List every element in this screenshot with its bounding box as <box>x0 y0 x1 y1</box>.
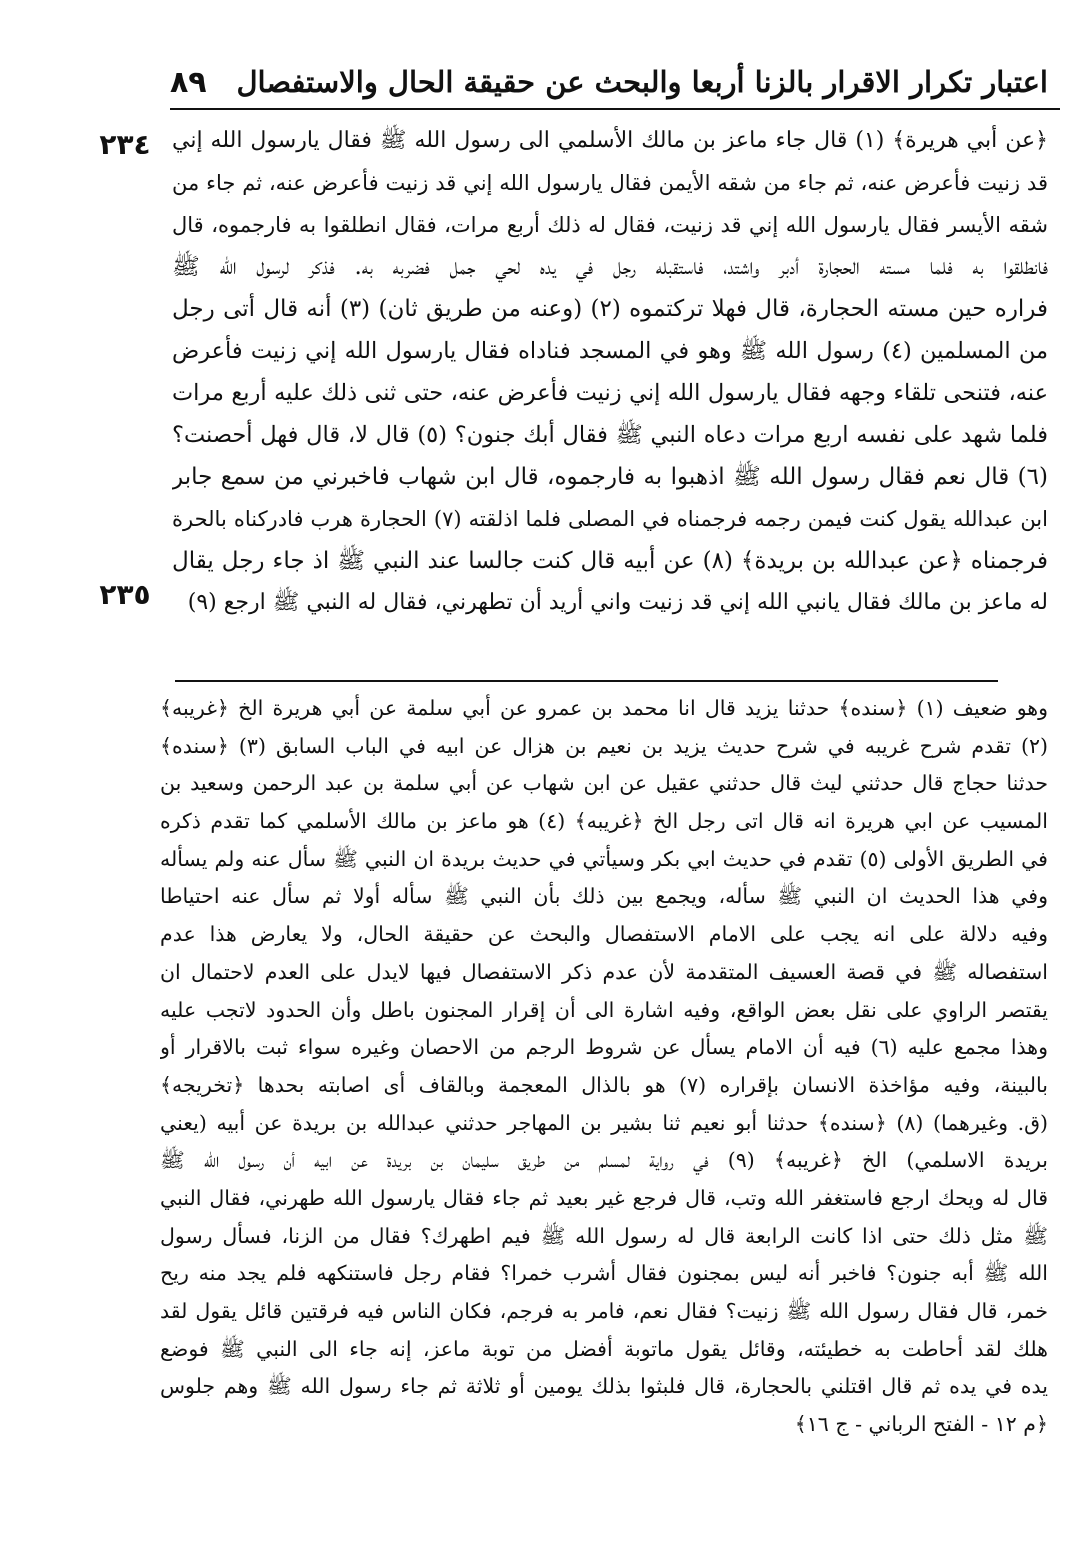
main-text-line: من المسلمين (٤) رسول الله ﷺ وهو في المسجد فناداه فقال يارسول الله إني زنيت فأعرض <box>172 338 1048 364</box>
main-text-line: ﴿عن أبي هريرة﴾ (١) قال جاء ماعز بن مالك الأسلمي الى رسول الله ﷺ فقال يارسول الله إني <box>172 128 1048 153</box>
main-text-line: ابن عبدالله يقول كنت فيمن رجمه فرجمناه في المصلى فلما اذلقته (٧) الحجارة هرب فادركناه بالحرة <box>172 507 1048 531</box>
footnote-line: خمر، قال فقال رسول الله ﷺ زنيت؟ فقال نعم، فامر به فرجم، فكان الناس فيه فرقتين قائل يقول لقد <box>160 1299 1048 1323</box>
footnote-line: بالبينة، وفيه مؤاخذة الانسان بإقراره (٧) هو بالذال المعجمة وبالقاف أى اصابته بحدها ﴿تخريجه﴾ <box>160 1072 1048 1097</box>
footnote-line: حدثنا حجاج قال حدثني ليث قال حدثني عقيل عن ابن شهاب عن أبي سلمة بن عبد الرحمن وسعيد بن <box>160 771 1048 796</box>
footnote-line: وهو ضعيف (١) ﴿سنده﴾ حدثنا يزيد قال انا محمد بن عمرو عن أبي سلمة عن أبي هريرة الخ ﴿غريبه﴾ <box>160 696 1048 720</box>
footnote-line: استفصاله ﷺ في قصة العسيف المتقدمة لأن عدم ذكر الاستفصال فيها لايدل على العدم لاحتمال ان <box>160 959 1048 984</box>
hadith-number: ٢٣٤ <box>99 128 151 161</box>
footnote-line: يده في يده ثم قال اقتلني بالحجارة، قال فلبثوا بذلك يومين أو ثلاثة ثم جاء رسول الله ﷺ وهم جلوس <box>160 1374 1048 1399</box>
footnote-line: (٢) تقدم شرح غريبه في شرح حديث يزيد بن نعيم بن هزال عن ابيه في الباب السابق (٣) ﴿سنده﴾ <box>160 733 1048 758</box>
footnote-line: وفيه دلالة على انه يجب على الامام الاستفصال والبحث عن حقيقة الحال، ولا يعارض هذا عدم <box>160 922 1048 947</box>
header-rule <box>170 108 1060 110</box>
main-text-line: عنه، فتنحى تلقاء وجهه فقال يارسول الله إني زنيت فأعرض عنه، حتى ثنى ذلك عليه أربع مرات <box>172 380 1048 406</box>
main-text-line: فراره حين مسته الحجارة، قال فهلا تركتموه (٢) (وعنه من طريق ثان) (٣) أنه قال أتى رجل <box>172 296 1048 322</box>
footnote-separator <box>175 680 998 682</box>
volume-signature: ﴿م ١٢ - الفتح الرباني - ج ١٦﴾ <box>794 1412 1048 1437</box>
main-text-line: (٦) قال نعم فقال رسول الله ﷺ اذهبوا به فارجموه، قال ابن شهاب فاخبرني من سمع جابر <box>172 464 1048 490</box>
footnote-line: وهذا مجمع عليه (٦) فيه أن الامام يسأل عن شروط الرجم من الاحصان وغيره سواء ثبت بالاقرار أو <box>160 1035 1048 1060</box>
footnote-line: ﷺ مثل ذلك حتى اذا كانت الرابعة قال له رسول الله ﷺ فيم اطهرك؟ فقال من الزنا، فسأل رسول <box>160 1223 1048 1248</box>
footnote-line: بريدة الاسلمي) الخ ﴿غريبه﴾ (٩) في رواية لمسلم من طريق سليمان بن بريدة عن ابيه أن رسول الله ﷺ <box>160 1148 1048 1173</box>
main-text-line: له ماعز بن مالك فقال يانبي الله إني قد زنيت واني أريد أن تطهرني، فقال له النبي ﷺ ارجع (٩) <box>187 590 1048 615</box>
hadith-number: ٢٣٥ <box>99 578 151 611</box>
hadith-number-column <box>95 120 155 640</box>
main-text-line: قد زنيت فأعرض عنه، ثم جاء من شقه الأيمن فقال يارسول الله إني قد زنيت فأعرض عنه، ثم جاء من <box>172 171 1048 195</box>
footnote-line: في الطريق الأولى (٥) تقدم في حديث ابي بكر وسيأتي في حديث بريدة ان النبي ﷺ سأل عنه ولم يسأله <box>160 846 1048 871</box>
running-title: اعتبار تكرار الاقرار بالزنا أربعا والبحث عن حقيقة الحال والاستفصال <box>236 65 1048 99</box>
footnote-line: قال له ويحك ارجع فاستغفر الله وتب، قال فرجع غير بعيد ثم جاء فقال يارسول الله طهرني، فقال النبي <box>160 1185 1048 1210</box>
page-header <box>170 52 1048 112</box>
footnote-line: (ق. وغيرهما) (٨) ﴿سنده﴾ حدثنا أبو نعيم ثنا بشير بن المهاجر حدثني عبدالله بن بريدة عن أبيه (يعني <box>160 1110 1048 1135</box>
main-text-line: فرجمناه ﴿عن عبدالله بن بريدة﴾ (٨) عن أبيه قال كنت جالسا عند النبي ﷺ اذ جاء رجل يقال <box>172 548 1048 574</box>
main-text-block <box>172 120 1048 624</box>
page-number: ٨٩ <box>170 64 207 100</box>
footnote-line: هلك لقد أحاطت به خطيئته، وقائل يقول ماتوبة أفضل من توبة ماعز، إنه جاء الى النبي ﷺ فوضع <box>160 1336 1048 1361</box>
footnotes-block <box>160 690 1048 1444</box>
main-text-line: فانطلقوا به فلما مسته الحجارة أدبر واشتد، فاستقبله رجل في يده لحي جمل فضربه به. فذكر لرسول الله ﷺ <box>172 254 1048 280</box>
footnote-line: وفي هذا الحديث ان النبي ﷺ سأله، ويجمع بين ذلك بأن النبي ﷺ سأله أولا ثم سأل عنه احتياطا <box>160 884 1048 909</box>
footnote-line: يقتصر الراوي على نقل بعض الواقع، وفيه اشارة الى أن إقرار المجنون باطل وأن الحدود لاتجب عليه <box>160 997 1048 1022</box>
footnote-line: الله ﷺ أبه جنون؟ فاخبر أنه ليس بمجنون فقال أشرب خمرا؟ فقام رجل فاستنكهه فلم يجد منه ريح <box>160 1261 1048 1286</box>
main-text-line: فلما شهد على نفسه اربع مرات دعاه النبي ﷺ فقال أبك جنون؟ (٥) قال لا، قال فهل أحصنت؟ <box>172 422 1048 448</box>
main-text-line: شقه الأيسر فقال يارسول الله إني قد زنيت، فقال له ذلك أربع مرات، فقال انطلقوا به فارجموه، قال <box>172 213 1048 237</box>
footnote-line: المسيب عن ابي هريرة انه قال اتى رجل الخ ﴿غريبه﴾ (٤) هو ماعز بن مالك الأسلمي كما تقدم ذكره <box>160 809 1048 834</box>
